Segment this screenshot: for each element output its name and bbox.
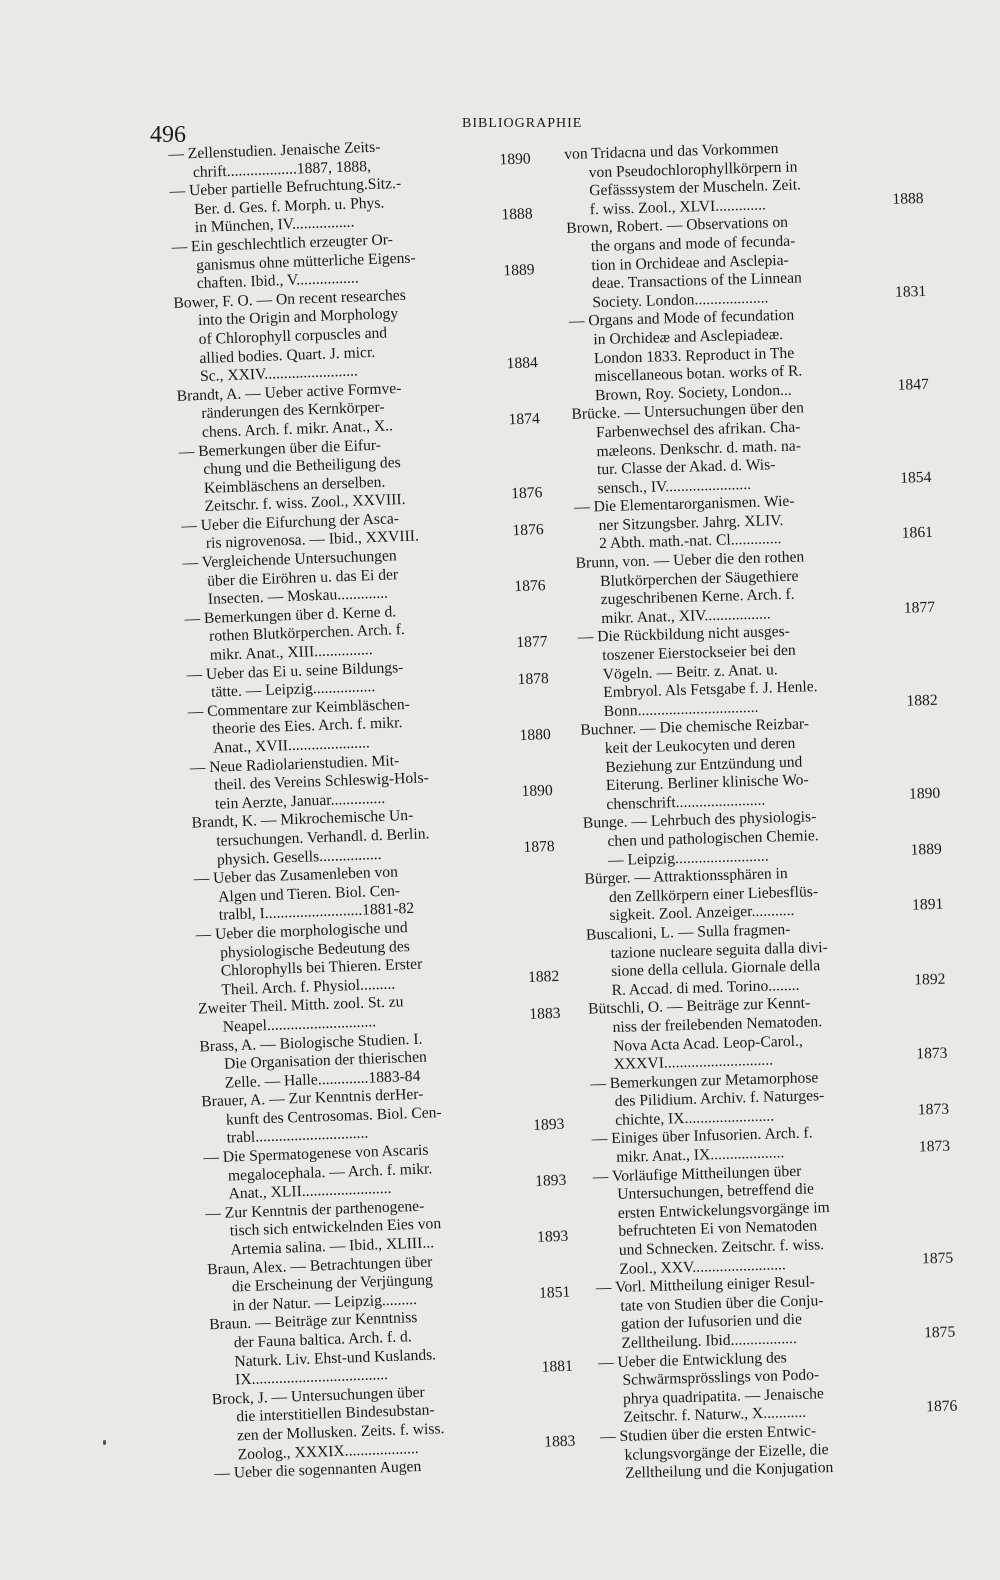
entry-line: Brücke. — Untersuchungen über den bbox=[571, 399, 805, 424]
entry-year: 1875 bbox=[923, 1323, 956, 1342]
entry-year: 1890 bbox=[521, 781, 554, 800]
running-head: BIBLIOGRAPHIE bbox=[462, 116, 583, 131]
entry-line: XXXVI............................ bbox=[613, 1051, 774, 1074]
entry-line: theorie des Eies. Arch. f. mikr. bbox=[212, 714, 403, 739]
bibliography-entry bbox=[583, 805, 942, 871]
entry-line: — Ueber das Zusamenleben von bbox=[193, 863, 399, 888]
entry-line: Brunn, von. — Ueber die den rothen bbox=[575, 548, 805, 572]
bibliography-entry bbox=[600, 1418, 959, 1484]
entry-line: — Zellenstudien. Jenaische Zeits- bbox=[168, 138, 381, 163]
entry-line: Zeitschr. f. wiss. Zool., XXVIII. bbox=[204, 491, 406, 516]
entry-line: tisch sich entwickelnden Eies von bbox=[229, 1215, 442, 1240]
entry-year: 1890 bbox=[499, 149, 531, 169]
right-column bbox=[564, 136, 959, 1484]
entry-line: Algen und Tieren. Biol. Cen- bbox=[217, 882, 401, 906]
entry-line: Schwärmsprösslings von Podo- bbox=[622, 1366, 820, 1390]
entry-line: Gefässsystem der Muscheln. Zeit. bbox=[589, 176, 802, 200]
entry-line: — Studien über die ersten Entwic- bbox=[599, 1422, 817, 1446]
entry-line: chichte, IX....................... bbox=[614, 1107, 775, 1129]
entry-line: ganismus ohne mütterliche Eigens- bbox=[195, 248, 416, 274]
entry-line: — Commentare zur Keimbläschen- bbox=[187, 695, 411, 721]
entry-year: 1889 bbox=[910, 840, 943, 859]
entry-line: — Ueber partielle Befruchtung.Sitz.- bbox=[169, 175, 402, 201]
entry-line: rothen Blutkörperchen. Arch. f. bbox=[208, 621, 406, 646]
entry-line: — Ueber die Eifurchung der Asca- bbox=[180, 510, 400, 535]
entry-line: Bütschli, O. — Beiträge zur Kennt- bbox=[587, 994, 811, 1018]
entry-line: und Schnecken. Zeitschr. f. wiss. bbox=[618, 1236, 825, 1259]
entry-line: phrya quadripatita. — Jenaische bbox=[622, 1385, 825, 1408]
entry-line: — Bemerkungen über die Eifur- bbox=[178, 436, 382, 461]
entry-year: 1873 bbox=[917, 1100, 950, 1119]
entry-line: Vögeln. — Beitr. z. Anat. u. bbox=[602, 660, 778, 683]
entry-year: 1883 bbox=[543, 1432, 576, 1451]
entry-line: den Zellkörpern einer Liebesflüs- bbox=[608, 882, 819, 906]
entry-year: 1876 bbox=[510, 484, 543, 503]
entry-line: tersuchungen. Verhandl. d. Berlin. bbox=[215, 825, 430, 850]
entry-line: Untersuchungen, betreffend die bbox=[617, 1180, 815, 1204]
entry-line: Zeitschr. f. Naturw., X........... bbox=[623, 1404, 807, 1427]
left-column bbox=[168, 133, 577, 1484]
entry-year: 1882 bbox=[527, 967, 560, 986]
entry-line: sensch., IV...................... bbox=[597, 475, 752, 497]
entry-line: Zelle. — Halle.............1883-84 bbox=[224, 1067, 421, 1092]
entry-line: — Ueber die Entwicklung des bbox=[597, 1348, 787, 1372]
entry-line: Die Organisation der thierischen bbox=[223, 1048, 428, 1073]
entry-line: Zool., XXV........................ bbox=[619, 1255, 787, 1278]
entry-line: die interstitiellen Bindesubstan- bbox=[236, 1401, 435, 1426]
entry-line: Eiterung. Berliner klinische Wo- bbox=[605, 771, 809, 795]
entry-line: tazione nucleare seguita dalla divi- bbox=[610, 938, 829, 962]
bibliography-entry bbox=[195, 914, 559, 1001]
bibliography-entry bbox=[577, 619, 937, 722]
bibliography-entry bbox=[571, 396, 931, 499]
entry-line: niss der freilebenden Nematoden. bbox=[612, 1013, 823, 1036]
entry-line: tralbl, I.........................1881-82 bbox=[218, 900, 415, 925]
entry-line: Keimbläschens an derselben. bbox=[203, 473, 386, 497]
entry-line: toszener Eierstockseier bei den bbox=[602, 641, 796, 665]
entry-line: die Erscheinung der Verjüngung bbox=[231, 1271, 434, 1296]
entry-line: — Bemerkungen über d. Kerne d. bbox=[184, 603, 397, 628]
entry-line: des Pilidium. Archiv. f. Naturges- bbox=[614, 1087, 825, 1111]
entry-line: chaften. Ibid., V................ bbox=[196, 269, 359, 293]
entry-line: Beziehung zur Entzündung und bbox=[605, 753, 803, 776]
entry-year: 1878 bbox=[523, 837, 555, 856]
entry-line: kclungsvorgänge der Eizelle, die bbox=[624, 1440, 829, 1464]
entry-line: of Chlorophyll corpuscles and bbox=[198, 324, 388, 348]
entry-line: — Die Rückbildung nicht ausges- bbox=[577, 623, 791, 647]
entry-line: Zoolog., XXXIX................... bbox=[237, 1439, 419, 1463]
entry-year: 1883 bbox=[529, 1004, 561, 1023]
page-number: 496 bbox=[150, 122, 186, 148]
entry-line: R. Accad. di med. Torino........ bbox=[611, 976, 800, 999]
bibliography-entry bbox=[580, 712, 940, 815]
entry-year: 1874 bbox=[508, 410, 541, 429]
bibliography-entry bbox=[178, 431, 542, 518]
entry-line: London 1833. Reproduct in The bbox=[593, 344, 795, 367]
entry-line: mæleons. Denkschr. d. math. na- bbox=[596, 437, 802, 460]
entry-line: Nova Acta Acad. Leop-Carol., bbox=[612, 1032, 803, 1055]
entry-line: miscellaneous botan. works of R. bbox=[594, 362, 803, 386]
entry-line: Brandt, A. — Ueber active Formve- bbox=[176, 379, 402, 405]
entry-line: in der Natur. — Leipzig......... bbox=[232, 1290, 418, 1315]
entry-line: ner Sitzungsber. Jahrg. XLIV. bbox=[598, 511, 784, 535]
entry-line: Brown, Roy. Society, London... bbox=[594, 381, 792, 404]
entry-line: — Ueber das Ei u. seine Bildungs- bbox=[186, 658, 404, 684]
entry-year: 1889 bbox=[503, 261, 535, 280]
entry-line: Neapel............................ bbox=[222, 1013, 377, 1036]
entry-line: 2 Abth. math.-nat. Cl............. bbox=[598, 530, 782, 553]
entry-line: trabl............................. bbox=[226, 1125, 369, 1148]
entry-line: Insecten. — Moskau............. bbox=[207, 584, 389, 609]
entry-line: von Pseudochlorophyllkörpern in bbox=[588, 158, 798, 181]
entry-year: 1847 bbox=[897, 375, 930, 394]
entry-line: tate von Studien über die Conju- bbox=[620, 1292, 824, 1315]
entry-line: — Ueber die sogennanten Augen bbox=[214, 1458, 422, 1483]
entry-year: 1891 bbox=[911, 896, 944, 914]
entry-year: 1878 bbox=[517, 670, 550, 689]
entry-line: Buscalioni, L. — Sulla fragmen- bbox=[585, 920, 791, 944]
entry-line: kunft des Centrosomas. Biol. Cen- bbox=[225, 1103, 442, 1129]
entry-year: 1876 bbox=[512, 521, 544, 540]
entry-line: physich. Gesells................ bbox=[216, 845, 382, 869]
bibliography-entry bbox=[575, 545, 935, 629]
entry-line: chens. Arch. f. mikr. Anat., X.. bbox=[201, 417, 394, 441]
entry-line: — Organs and Mode of fecundation bbox=[568, 306, 795, 331]
bibliography-entry bbox=[596, 1270, 956, 1354]
entry-year: 1880 bbox=[519, 726, 552, 745]
entry-line: Zweiter Theil. Mitth. zool. St. zu bbox=[197, 993, 404, 1018]
entry-line: sigkeit. Zool. Anzeiger........... bbox=[609, 902, 795, 925]
entry-line: Bürger. — Attraktionssphären in bbox=[584, 865, 788, 888]
entry-year: 1877 bbox=[516, 633, 548, 652]
entry-line: in Orchideæ and Asclepiadeæ. bbox=[593, 325, 784, 349]
entry-line: ris nigrovenosa. — Ibid., XXVIII. bbox=[205, 527, 420, 553]
bibliography-entry bbox=[569, 303, 929, 406]
margin-mark bbox=[103, 1440, 106, 1445]
entry-line: chen und pathologischen Chemie. bbox=[607, 827, 819, 851]
entry-line: mikr. Anat., XIII............... bbox=[209, 641, 373, 664]
entry-year: 1851 bbox=[538, 1283, 571, 1302]
entry-year: 1854 bbox=[899, 468, 932, 487]
bibliography-entry bbox=[586, 917, 946, 1001]
entry-line: zen der Mollusken. Zeits. f. wiss. bbox=[236, 1420, 445, 1445]
entry-line: Zelltheilung. Ibid................. bbox=[621, 1329, 798, 1352]
entry-line: chung und die Betheiligung des bbox=[203, 454, 401, 479]
entry-line: physiologische Bedeutung des bbox=[219, 937, 411, 962]
entry-line: allied bodies. Quart. J. micr. bbox=[199, 343, 376, 367]
entry-line: zugeschribenen Kerne. Arch. f. bbox=[600, 585, 795, 609]
entry-line: the organs and mode of fecunda- bbox=[590, 232, 796, 256]
bibliography-entry bbox=[574, 489, 933, 555]
entry-year: 1888 bbox=[892, 189, 924, 208]
entry-year: 1873 bbox=[918, 1137, 951, 1156]
entry-line: Zelltheilung und die Konjugation bbox=[624, 1459, 834, 1482]
entry-line: Sc., XXIV........................ bbox=[199, 362, 359, 386]
entry-line: von Tridacna und das Vorkommen bbox=[564, 140, 779, 163]
entry-line: Bower, F. O. — On recent researches bbox=[173, 286, 407, 312]
entry-line: Theil. Arch. f. Physiol......... bbox=[221, 975, 396, 999]
entry-year: 1876 bbox=[514, 577, 546, 596]
entry-line: IX................................... bbox=[234, 1366, 389, 1389]
entry-line: mikr. Anat., IX................... bbox=[616, 1144, 785, 1166]
entry-line: tion in Orchideae and Asclepia- bbox=[591, 251, 789, 274]
entry-line: Brown, Robert. — Observations on bbox=[566, 214, 789, 238]
entry-line: into the Origin and Morphology bbox=[197, 305, 399, 330]
entry-line: Brauer, A. — Zur Kenntnis derHer- bbox=[201, 1085, 424, 1111]
bibliography-entry bbox=[209, 1304, 573, 1391]
bibliography-entry bbox=[584, 861, 943, 927]
entry-year: 1873 bbox=[916, 1044, 948, 1063]
entry-line: Bunge. — Lehrbuch des physiologis- bbox=[582, 808, 817, 833]
entry-line: mikr. Anat., XIV................. bbox=[600, 605, 771, 627]
entry-line: megalocephala. — Arch. f. mikr. bbox=[227, 1160, 433, 1185]
bibliography-entry bbox=[564, 136, 924, 220]
entry-line: Chlorophylls bei Thieren. Erster bbox=[220, 955, 423, 980]
entry-line: — Leipzig........................ bbox=[607, 847, 769, 869]
entry-year: 1884 bbox=[506, 354, 539, 373]
entry-line: chrift..................1887, 1888, bbox=[192, 157, 372, 181]
entry-line: Society. London................... bbox=[592, 289, 769, 312]
entry-line: in München, IV................ bbox=[194, 213, 355, 237]
entry-line: — Neue Radiolarienstudien. Mit- bbox=[189, 751, 400, 777]
bibliography-entry bbox=[173, 282, 538, 388]
entry-year: 1882 bbox=[906, 691, 938, 710]
entry-year: 1893 bbox=[532, 1116, 565, 1135]
entry-line: gation der Iufusorien und die bbox=[620, 1311, 803, 1334]
bibliography-entry bbox=[598, 1344, 958, 1428]
entry-line: keit der Leukocyten und deren bbox=[604, 734, 796, 758]
entry-line: Embryol. Als Fetsgabe f. J. Henle. bbox=[603, 678, 818, 702]
entry-line: Buchner. — Die chemische Reizbar- bbox=[580, 715, 810, 740]
entry-line: deae. Transactions of the Linnean bbox=[591, 269, 803, 293]
entry-line: tein Aerzte, Januar.............. bbox=[214, 789, 386, 813]
entry-line: Anat., XVII..................... bbox=[212, 734, 371, 757]
entry-line: ränderungen des Kernkörper- bbox=[201, 398, 385, 423]
entry-line: theil. des Vereins Schleswig-Hols- bbox=[214, 769, 430, 794]
entry-line: Blutkörperchen der Säugethiere bbox=[599, 567, 799, 590]
entry-line: — Zur Kenntnis der parthenogene- bbox=[204, 1197, 425, 1223]
entry-line: — Die Elementarorganismen. Wie- bbox=[573, 492, 795, 517]
entry-line: Brandt, K. — Mikrochemische Un- bbox=[191, 807, 414, 832]
entry-line: — Ueber die morphologische und bbox=[195, 919, 408, 944]
entry-line: der Fauna baltica. Arch. f. d. bbox=[233, 1328, 412, 1352]
entry-line: — Ein geschlechtlich erzeugter Or- bbox=[171, 231, 394, 256]
entry-line: Brock, J. — Untersuchungen über bbox=[211, 1383, 426, 1409]
bibliography-entry bbox=[211, 1378, 575, 1465]
entry-year: 1876 bbox=[925, 1397, 958, 1416]
entry-line: f. wiss. Zool., XLVI............. bbox=[589, 196, 767, 219]
entry-line: sione della cellula. Giornale della bbox=[610, 957, 821, 981]
bibliography-entry bbox=[588, 991, 948, 1075]
entry-line: — Vorläufige Mittheilungen über bbox=[592, 1162, 802, 1186]
entry-year: 1893 bbox=[536, 1227, 569, 1246]
entry-line: Artemia salina. — Ibid., XLIII... bbox=[230, 1234, 435, 1259]
entry-line: chenschrift....................... bbox=[606, 791, 766, 813]
entry-line: — Vorl. Mittheilung einiger Resul- bbox=[595, 1273, 816, 1297]
entry-line: Bonn............................... bbox=[603, 698, 759, 720]
entry-line: Anat., XLII....................... bbox=[228, 1180, 392, 1203]
entry-line: Braun, Alex. — Betrachtungen über bbox=[206, 1253, 433, 1278]
entry-line: Braun. — Beiträge zur Kenntniss bbox=[208, 1309, 418, 1334]
entry-year: 1893 bbox=[534, 1171, 567, 1191]
bibliography-entry bbox=[593, 1158, 954, 1280]
entry-line: Brass, A. — Biologische Studien. I. bbox=[199, 1030, 423, 1055]
entry-line: tätte. — Leipzig................ bbox=[210, 678, 376, 702]
entry-line: ersten Entwickelungsvorgänge im bbox=[617, 1198, 830, 1222]
entry-line: — Vergleichende Untersuchungen bbox=[182, 547, 397, 572]
entry-year: 1881 bbox=[541, 1357, 574, 1376]
entry-year: 1890 bbox=[908, 784, 941, 803]
entry-year: 1888 bbox=[501, 205, 533, 224]
entry-year: 1877 bbox=[903, 598, 936, 617]
entry-line: befruchteten Ei von Nematoden bbox=[618, 1217, 818, 1241]
entry-line: Farbenwechsel des afrikan. Cha- bbox=[595, 418, 801, 442]
entry-year: 1875 bbox=[921, 1249, 954, 1268]
bibliography-entry bbox=[590, 1065, 949, 1131]
entry-year: 1892 bbox=[913, 970, 946, 989]
entry-year: 1861 bbox=[901, 524, 934, 543]
entry-line: Naturk. Liv. Ehst-und Kuslands. bbox=[234, 1345, 437, 1371]
entry-line: tur. Classe der Akad. d. Wis- bbox=[596, 456, 776, 479]
bibliography-entry bbox=[566, 210, 926, 313]
entry-line: Ber. d. Ges. f. Morph. u. Phys. bbox=[193, 194, 385, 218]
entry-line: — Einiges über Infusorien. Arch. f. bbox=[591, 1124, 813, 1149]
entry-year: 1831 bbox=[894, 282, 927, 301]
entry-line: über die Eiröhren u. das Ei der bbox=[206, 565, 399, 590]
entry-line: — Bemerkungen zur Metamorphose bbox=[589, 1068, 819, 1093]
entry-line: — Die Spermatogenese von Ascaris bbox=[203, 1141, 429, 1167]
